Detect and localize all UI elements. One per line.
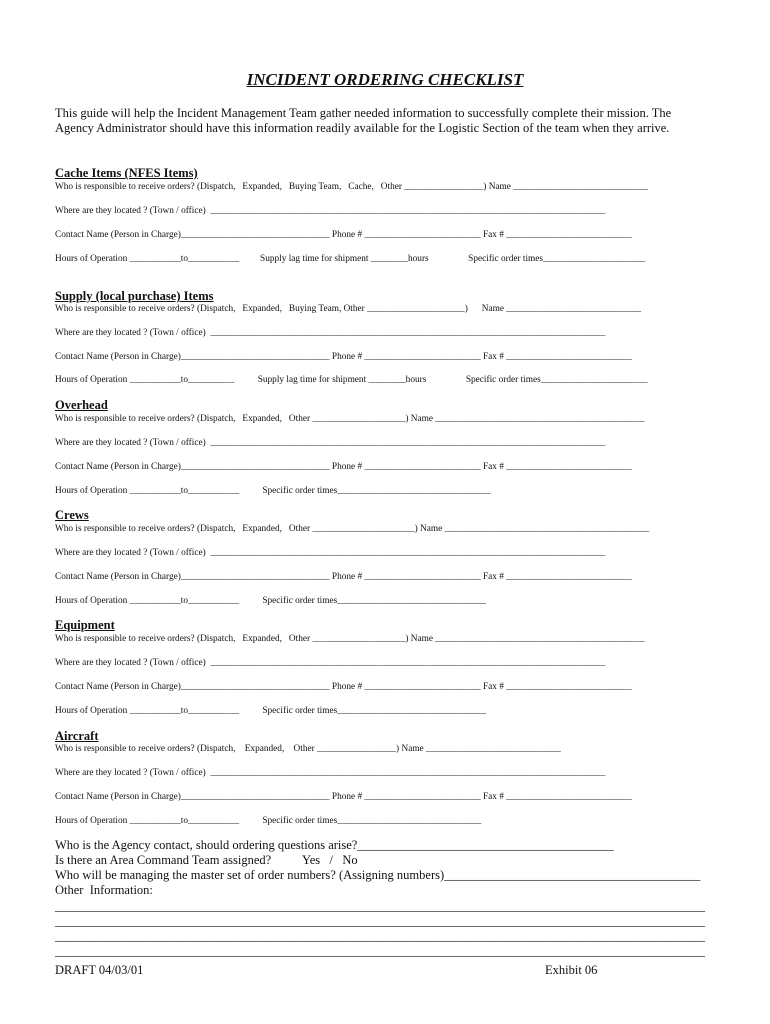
equipment-hours-row[interactable]: Hours of Operation ___________to___________ Specific order times________________________________ <box>55 706 486 716</box>
footer-draft-date: DRAFT 04/03/01 <box>55 963 144 977</box>
area-command-question[interactable]: Is there an Area Command Team assigned? Yes / No <box>55 853 358 867</box>
blank-line[interactable]: ________________________________________________________________________________________________________ <box>55 929 705 943</box>
crews-contact-row[interactable]: Contact Name (Person in Charge)________________________________ Phone # _________________________ Fax # ___________________________ <box>55 572 632 582</box>
aircraft-hours-row[interactable]: Hours of Operation ___________to___________ Specific order times_______________________________ <box>55 816 482 826</box>
supply-hours-row[interactable]: Hours of Operation ___________to__________ Supply lag time for shipment ________hours Specific order times_______________________ <box>55 375 648 385</box>
crews-who-row[interactable]: Who is responsible to receive orders? (Dispatch, Expanded, Other ______________________) Name ____________________________________________ <box>55 524 650 534</box>
overhead-contact-row[interactable]: Contact Name (Person in Charge)________________________________ Phone # _________________________ Fax # ___________________________ <box>55 462 632 472</box>
master-set-question[interactable]: Who will be managing the master set of order numbers? (Assigning numbers)_________________________________________ <box>55 868 701 882</box>
supply-who-row[interactable]: Who is responsible to receive orders? (Dispatch, Expanded, Buying Team, Other _____________________) Name _____________________________ <box>55 304 642 314</box>
intro-paragraph: This guide will help the Incident Management Team gather needed information to successfully complete their mission. The Agency Administrator should have this information readily available for the Logistic Section of the team when they arrive. <box>55 106 672 135</box>
aircraft-location-row[interactable]: Where are they located ? (Town / office) _____________________________________________________________________________________ <box>55 768 606 778</box>
supply-location-row[interactable]: Where are they located ? (Town / office) _____________________________________________________________________________________ <box>55 328 606 338</box>
blank-line[interactable]: ________________________________________________________________________________________________________ <box>55 899 705 913</box>
section-heading-aircraft: Aircraft <box>55 729 99 743</box>
cache-location-row[interactable]: Where are they located ? (Town / office) _____________________________________________________________________________________ <box>55 206 606 216</box>
aircraft-contact-row[interactable]: Contact Name (Person in Charge)________________________________ Phone # _________________________ Fax # ___________________________ <box>55 792 632 802</box>
supply-contact-row[interactable]: Contact Name (Person in Charge)________________________________ Phone # _________________________ Fax # ___________________________ <box>55 352 632 362</box>
blank-line[interactable]: ________________________________________________________________________________________________________ <box>55 914 705 928</box>
footer-exhibit: Exhibit 06 <box>545 963 598 977</box>
section-heading-equipment: Equipment <box>55 618 115 632</box>
section-heading-crews: Crews <box>55 508 89 522</box>
cache-who-row[interactable]: Who is responsible to receive orders? (Dispatch, Expanded, Buying Team, Cache, Other _________________) Name _____________________________ <box>55 182 649 192</box>
equipment-location-row[interactable]: Where are they located ? (Town / office) _____________________________________________________________________________________ <box>55 658 606 668</box>
cache-contact-row[interactable]: Contact Name (Person in Charge)________________________________ Phone # _________________________ Fax # ___________________________ <box>55 230 632 240</box>
other-info-label: Other Information: <box>55 883 153 897</box>
section-heading-supply: Supply (local purchase) Items <box>55 289 214 303</box>
page-title: INCIDENT ORDERING CHECKLIST <box>246 70 524 89</box>
overhead-hours-row[interactable]: Hours of Operation ___________to___________ Specific order times_________________________________ <box>55 486 491 496</box>
cache-hours-row[interactable]: Hours of Operation ___________to___________ Supply lag time for shipment ________hours Specific order times______________________ <box>55 254 646 264</box>
aircraft-who-row[interactable]: Who is responsible to receive orders? (Dispatch, Expanded, Other _________________) Name _____________________________ <box>55 744 561 754</box>
crews-hours-row[interactable]: Hours of Operation ___________to___________ Specific order times________________________________ <box>55 596 486 606</box>
agency-contact-question[interactable]: Who is the Agency contact, should ordering questions arise?_________________________________________ <box>55 838 614 852</box>
overhead-location-row[interactable]: Where are they located ? (Town / office) _____________________________________________________________________________________ <box>55 438 606 448</box>
crews-location-row[interactable]: Where are they located ? (Town / office) _____________________________________________________________________________________ <box>55 548 606 558</box>
equipment-contact-row[interactable]: Contact Name (Person in Charge)________________________________ Phone # _________________________ Fax # ___________________________ <box>55 682 632 692</box>
blank-line[interactable]: ________________________________________________________________________________________________________ <box>55 944 705 958</box>
equipment-who-row[interactable]: Who is responsible to receive orders? (Dispatch, Expanded, Other ____________________) Name _____________________________________________ <box>55 634 645 644</box>
section-heading-cache: Cache Items (NFES Items) <box>55 166 198 180</box>
overhead-who-row[interactable]: Who is responsible to receive orders? (Dispatch, Expanded, Other ____________________) Name _____________________________________________ <box>55 414 645 424</box>
section-heading-overhead: Overhead <box>55 398 108 412</box>
